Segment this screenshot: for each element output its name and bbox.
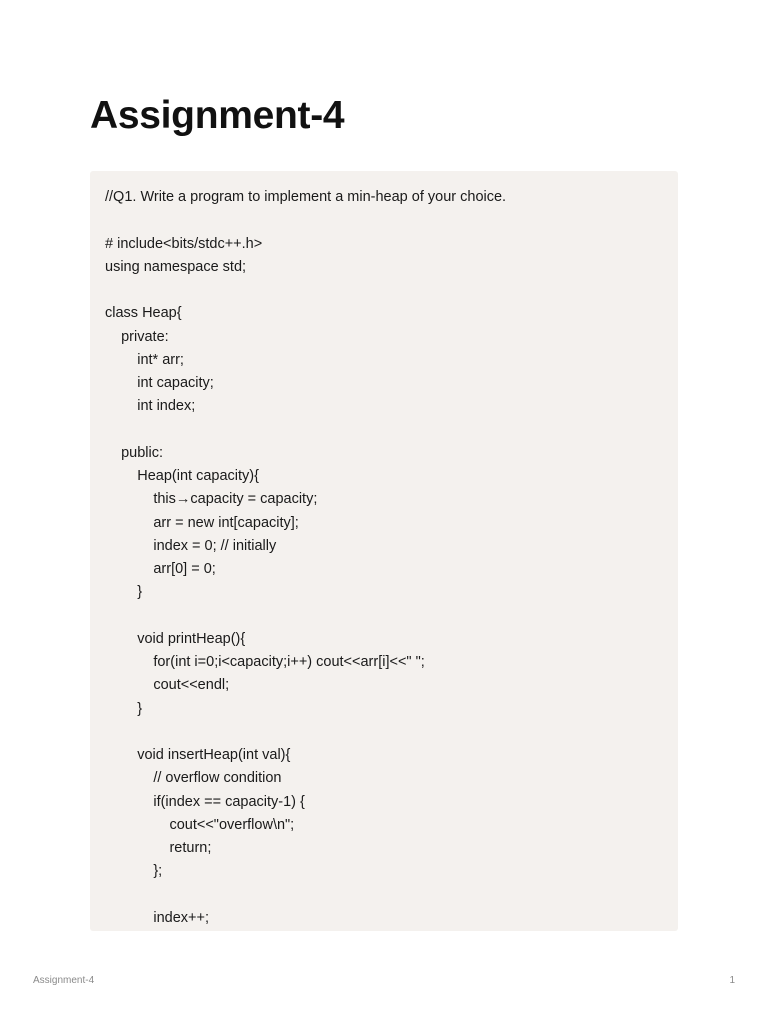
code-line xyxy=(105,605,666,628)
code-line: Heap(int capacity){ xyxy=(105,468,259,484)
code-line: private: xyxy=(105,328,169,345)
code-line: //Q1. Write a program to implement a min-heap of your choice. xyxy=(105,189,507,205)
code-line: void insertHeap(int val){ xyxy=(105,747,291,763)
code-line: int* arr; xyxy=(105,351,184,368)
code-lines xyxy=(105,186,666,930)
code-line: cout<<endl; xyxy=(105,677,230,694)
code-line xyxy=(105,279,666,302)
code-line: public: xyxy=(105,444,164,461)
code-line: return; xyxy=(105,840,212,856)
code-line: this→capacity = capacity; xyxy=(105,491,318,508)
code-line xyxy=(105,884,666,907)
code-line: int capacity; xyxy=(105,375,214,391)
code-line: } xyxy=(105,700,143,717)
code-line: index++; xyxy=(105,909,209,926)
code-line: }; xyxy=(105,863,163,880)
code-line: void printHeap(){ xyxy=(105,630,246,647)
code-line: int index; xyxy=(105,398,196,415)
code-line: arr = new int[capacity]; xyxy=(105,514,299,531)
code-line: } xyxy=(105,584,143,601)
code-line: using namespace std; xyxy=(105,258,247,275)
code-line xyxy=(105,419,666,442)
code-line: cout<<"overflow\n"; xyxy=(105,816,295,833)
code-block xyxy=(90,171,678,931)
code-line: for(int i=0;i<capacity;i++) cout<<arr[i]<<" "; xyxy=(105,654,425,670)
code-line: # include<bits/stdc++.h> xyxy=(105,235,263,252)
footer-document-name: Assignment-4 xyxy=(33,975,95,986)
code-line xyxy=(105,721,666,744)
code-line: class Heap{ xyxy=(105,305,182,322)
code-line xyxy=(105,209,666,232)
code-line: if(index == capacity-1) { xyxy=(105,793,305,810)
page-title: Assignment-4 xyxy=(90,94,345,137)
code-line: index = 0; // initially xyxy=(105,537,277,554)
code-line: arr[0] = 0; xyxy=(105,561,216,577)
code-line: // overflow condition xyxy=(105,770,282,787)
footer-page-number: 1 xyxy=(729,975,735,986)
